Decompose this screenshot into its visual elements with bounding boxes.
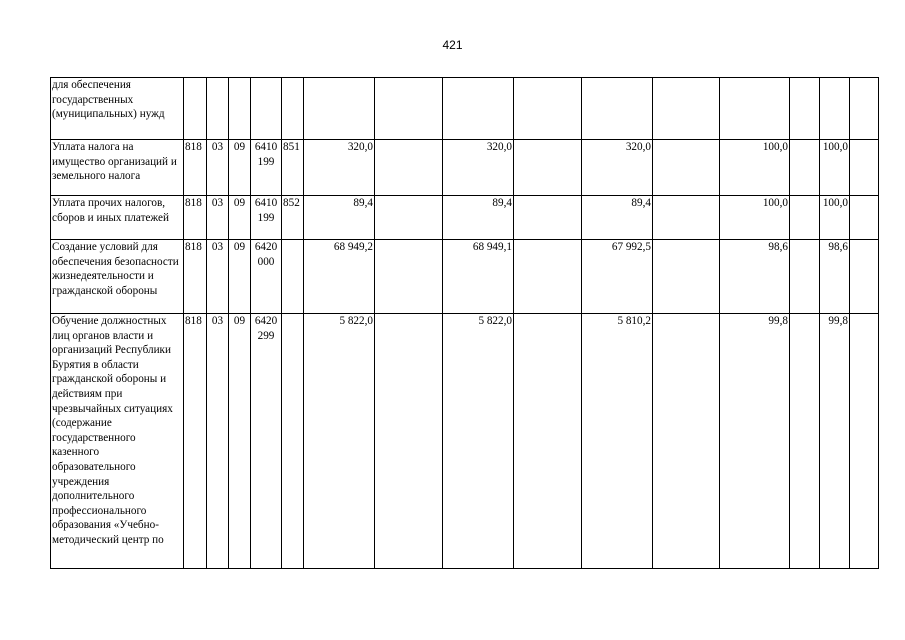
executed-amount: 5 810,2	[582, 314, 653, 569]
empty-cell	[375, 240, 443, 314]
grbs-code: 818	[184, 240, 207, 314]
execution-percent-2: 98,6	[820, 240, 850, 314]
section-code: 03	[207, 140, 229, 196]
executed-amount: 320,0	[582, 140, 653, 196]
empty-cell	[850, 140, 879, 196]
page-number: 421	[442, 38, 463, 52]
empty-cell	[790, 78, 820, 140]
row-name: Уплата прочих налогов, сборов и иных платежей	[51, 196, 184, 240]
row-name: Обучение должностных лиц органов власти и организаций Республики Бурятия в области гражданской обороны и действиям при чрезвычайных ситуациях (содержание государственного казенного образовательного учреждения дополнительного профессионального образования «Учебно-методический центр по	[51, 314, 184, 569]
approved-amount: 89,4	[304, 196, 375, 240]
expense-type-code	[282, 240, 304, 314]
target-article-code: 6420 299	[251, 314, 282, 569]
refined-amount: 68 949,1	[443, 240, 514, 314]
execution-percent-1	[720, 78, 790, 140]
empty-cell	[514, 140, 582, 196]
execution-percent-2: 100,0	[820, 140, 850, 196]
execution-percent-1: 98,6	[720, 240, 790, 314]
approved-amount: 5 822,0	[304, 314, 375, 569]
empty-cell	[375, 196, 443, 240]
table-row	[51, 240, 879, 314]
approved-amount	[304, 78, 375, 140]
budget-table	[50, 77, 879, 569]
target-article-code	[251, 78, 282, 140]
table-row	[51, 196, 879, 240]
grbs-code: 818	[184, 140, 207, 196]
subsection-code: 09	[229, 196, 251, 240]
expense-type-code: 852	[282, 196, 304, 240]
executed-amount: 89,4	[582, 196, 653, 240]
table-row	[51, 314, 879, 569]
refined-amount	[443, 78, 514, 140]
target-article-code: 6420 000	[251, 240, 282, 314]
refined-amount: 320,0	[443, 140, 514, 196]
section-code: 03	[207, 240, 229, 314]
empty-cell	[514, 78, 582, 140]
empty-cell	[850, 196, 879, 240]
empty-cell	[790, 196, 820, 240]
expense-type-code: 851	[282, 140, 304, 196]
empty-cell	[790, 240, 820, 314]
empty-cell	[375, 140, 443, 196]
empty-cell	[514, 314, 582, 569]
expense-type-code	[282, 78, 304, 140]
executed-amount	[582, 78, 653, 140]
execution-percent-1: 100,0	[720, 140, 790, 196]
empty-cell	[653, 78, 720, 140]
subsection-code: 09	[229, 314, 251, 569]
empty-cell	[653, 240, 720, 314]
section-code	[207, 78, 229, 140]
approved-amount: 68 949,2	[304, 240, 375, 314]
approved-amount: 320,0	[304, 140, 375, 196]
subsection-code: 09	[229, 240, 251, 314]
subsection-code: 09	[229, 140, 251, 196]
empty-cell	[790, 140, 820, 196]
refined-amount: 89,4	[443, 196, 514, 240]
section-code: 03	[207, 196, 229, 240]
row-name: Создание условий для обеспечения безопасности жизнедеятельности и гражданской обороны	[51, 240, 184, 314]
section-code: 03	[207, 314, 229, 569]
empty-cell	[850, 240, 879, 314]
table-row	[51, 140, 879, 196]
empty-cell	[850, 314, 879, 569]
execution-percent-2: 99,8	[820, 314, 850, 569]
expense-type-code	[282, 314, 304, 569]
empty-cell	[653, 196, 720, 240]
empty-cell	[653, 314, 720, 569]
executed-amount: 67 992,5	[582, 240, 653, 314]
empty-cell	[790, 314, 820, 569]
empty-cell	[375, 314, 443, 569]
subsection-code	[229, 78, 251, 140]
target-article-code: 6410 199	[251, 196, 282, 240]
empty-cell	[514, 240, 582, 314]
row-name: для обеспечения государственных (муниципальных) нужд	[51, 78, 184, 140]
execution-percent-2: 100,0	[820, 196, 850, 240]
execution-percent-1: 99,8	[720, 314, 790, 569]
empty-cell	[850, 78, 879, 140]
grbs-code: 818	[184, 314, 207, 569]
target-article-code: 6410 199	[251, 140, 282, 196]
row-name: Уплата налога на имущество организаций и земельного налога	[51, 140, 184, 196]
execution-percent-2	[820, 78, 850, 140]
table-row	[51, 78, 879, 140]
empty-cell	[375, 78, 443, 140]
empty-cell	[653, 140, 720, 196]
empty-cell	[514, 196, 582, 240]
refined-amount: 5 822,0	[443, 314, 514, 569]
grbs-code	[184, 78, 207, 140]
execution-percent-1: 100,0	[720, 196, 790, 240]
grbs-code: 818	[184, 196, 207, 240]
